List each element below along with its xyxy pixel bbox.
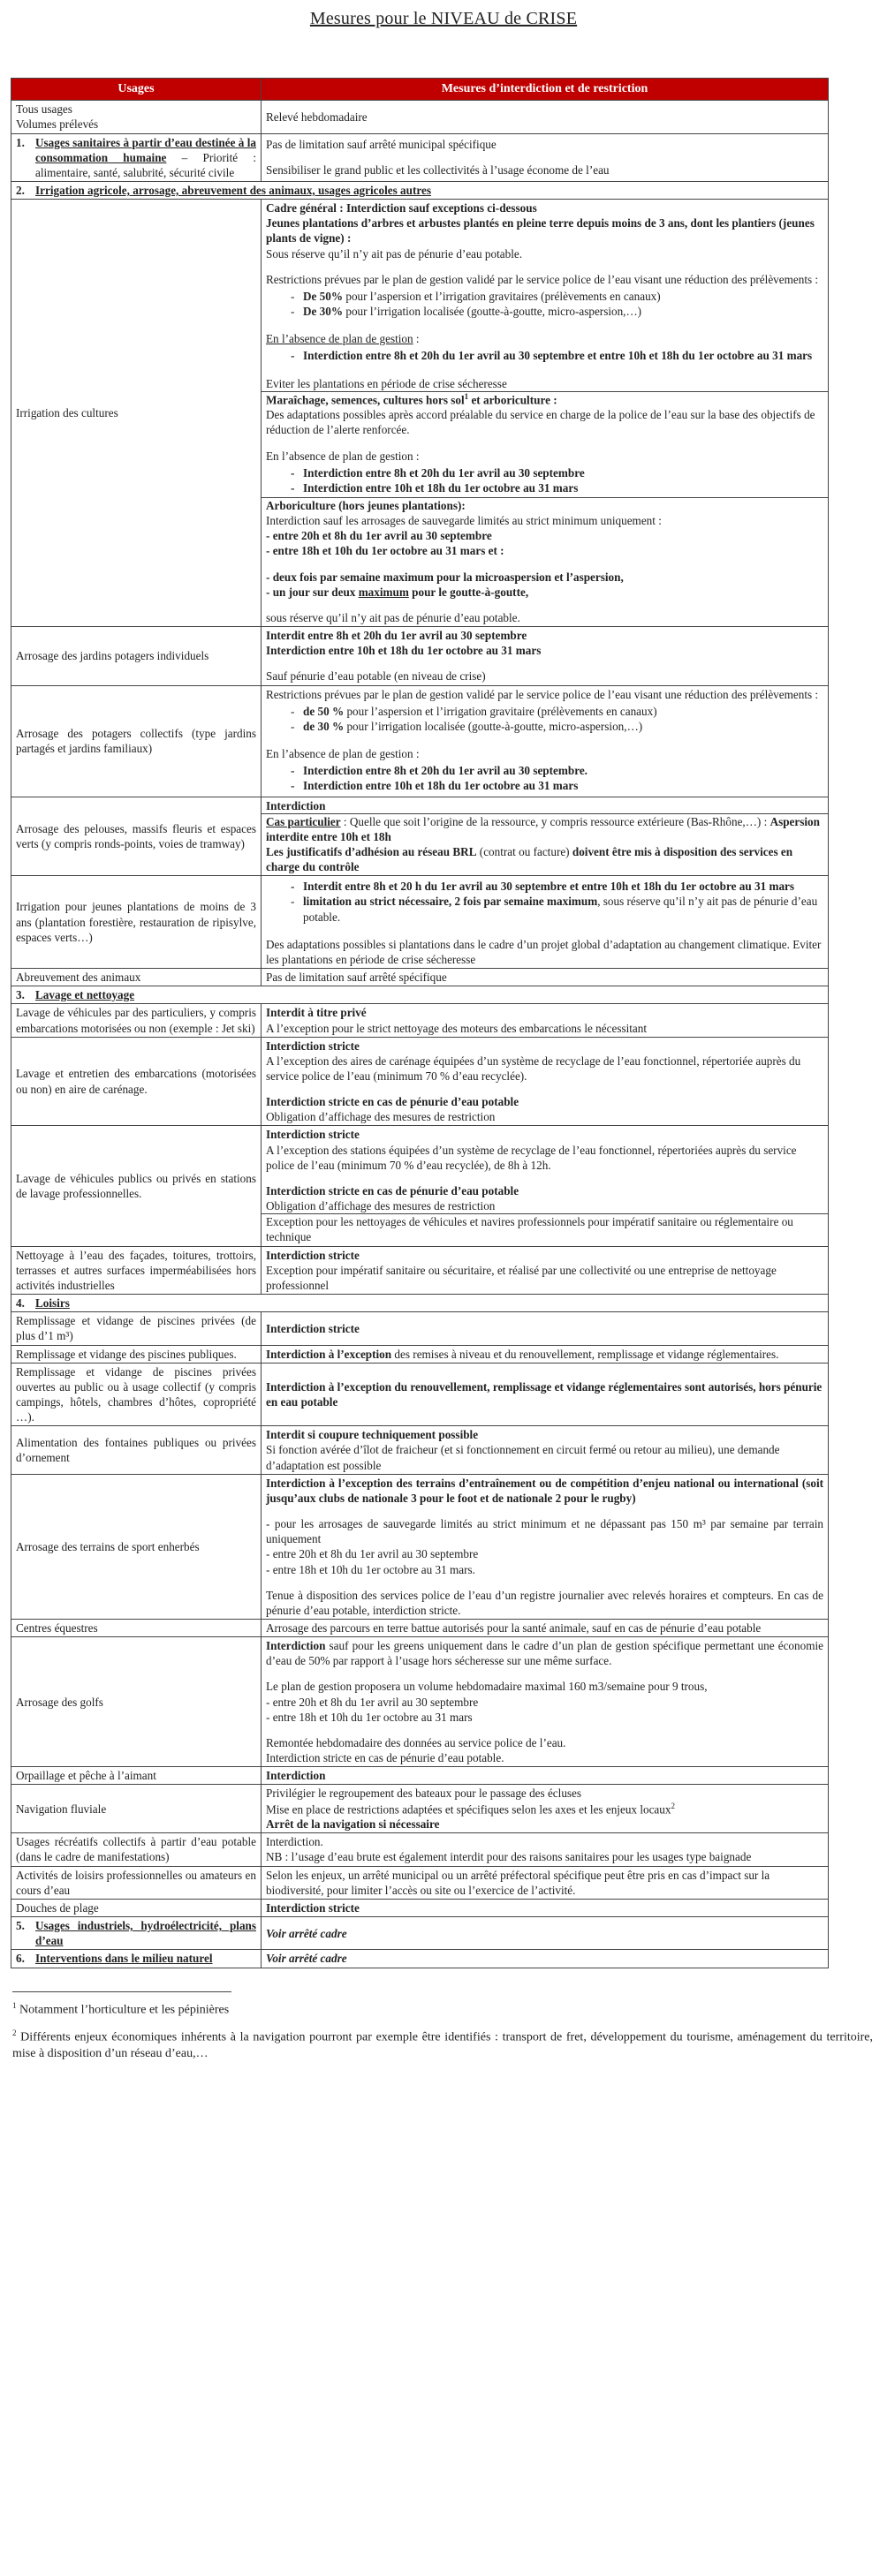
- usage-text: Alimentation des fontaines publiques ou privées d’ornement: [16, 1435, 256, 1465]
- mesure-text: , sous réserve qu’il n’y ait pas de pénurie d’eau potable.: [303, 895, 818, 924]
- mesure-text: de 50 %: [303, 704, 345, 718]
- mesure-text: limitation au strict nécessaire, 2 fois par semaine maximum: [303, 895, 598, 909]
- list-item: [291, 304, 823, 319]
- mesure-text: Interdiction à l’exception: [266, 1347, 392, 1361]
- mesure-text: Obligation d’affichage des mesures de restriction: [266, 1110, 496, 1124]
- mesure-text: Interdit si coupure techniquement possible: [266, 1428, 479, 1442]
- mesure-text: Interdiction stricte: [266, 1248, 360, 1262]
- section-heading: [11, 1295, 829, 1312]
- mesure-text: Mise en place de restrictions adaptées et spécifiques selon les axes et les enjeux locaux: [266, 1802, 671, 1816]
- mesure-cell: [262, 200, 829, 627]
- mesure-cell: [262, 1246, 829, 1294]
- mesure-text: Cadre général : Interdiction sauf exceptions ci-dessous: [266, 201, 537, 215]
- mesure-text: Interdiction: [266, 1639, 326, 1653]
- table-row: [11, 1345, 829, 1363]
- list-item: [291, 289, 823, 304]
- mesure-cell: [262, 1767, 829, 1785]
- usage-text: Activités de loisirs professionnelles ou amateurs en cours d’eau: [16, 1868, 256, 1897]
- mesure-text: sous réserve qu’il n’y ait pas de pénurie d’eau potable.: [266, 610, 520, 624]
- mesure-text: Si fonction avérée d’îlot de fraicheur (et si fonctionnement en circuit fermé ou retour au milieu), une demande d’adaptation est possible: [266, 1443, 780, 1472]
- usage-text: Volumes prélevés: [16, 117, 99, 132]
- header-mesures: Mesures d’interdiction et de restriction: [262, 79, 829, 101]
- mesure-text: Arrêt de la navigation si nécessaire: [266, 1817, 440, 1832]
- mesure-cell: [262, 1950, 829, 1968]
- mesure-text: Des adaptations possibles si plantations dans le cadre d’un projet global d’adaptation au changement climatique. Eviter les plantations en période de crise sécheresse: [266, 937, 822, 966]
- mesure-text: doivent être mis à disposition des services en charge du contrôle: [266, 844, 793, 874]
- table-header-row: [11, 79, 829, 101]
- list-item: [291, 704, 823, 719]
- mesure-text: Interdiction à l’exception du renouvellement, remplissage et vidange réglementaires sont autorisés, hors pénurie en eau potable: [266, 1379, 823, 1409]
- table-row: [11, 1037, 829, 1126]
- table-row: [11, 1004, 829, 1037]
- mesure-text: Cas particulier: [266, 814, 341, 828]
- mesure-text: Des adaptations possibles après accord préalable du service en charge de la police de l’eau sur la base des objectifs de réduction de l’alerte renforcée.: [266, 408, 815, 437]
- mesure-text: : Quelle que soit l’origine de la ressource, y compris ressource extérieure (Bas-Rhône,…) :: [340, 814, 770, 828]
- mesure-text: Interdit entre 8h et 20h du 1er avril au 30 septembre: [266, 629, 527, 643]
- usage-cell: [11, 627, 262, 685]
- mesure-cell: [262, 1426, 829, 1474]
- usage-text: Abreuvement des animaux: [16, 971, 141, 985]
- usage-cell: [11, 200, 262, 627]
- list-item: - Interdiction entre 10h et 18h du 1er octobre au 31 mars: [291, 778, 823, 793]
- mesure-text: Interdiction stricte en cas de pénurie d’eau potable: [266, 1095, 519, 1109]
- usage-cell: [11, 876, 262, 969]
- mesure-cell: [262, 1363, 829, 1426]
- mesure-text: sauf pour les greens uniquement dans le cadre d’un plan de gestion spécifique permettant une économie d’eau de 50% par rapport à l’usage hors sécheresse sur une même surface.: [266, 1639, 823, 1668]
- usage-text: Arrosage des pelouses, massifs fleuris et espaces verts (y compris ronds-points, voies de tramway): [16, 821, 256, 850]
- section-number: 6.: [16, 1952, 25, 1966]
- table-row: [11, 1620, 829, 1637]
- usage-cell: [11, 797, 262, 876]
- table-row: [11, 1637, 829, 1767]
- table-row: [11, 1363, 829, 1426]
- mesure-text: - deux fois par semaine maximum pour la microaspersion et l’aspersion,: [266, 570, 624, 584]
- mesure-cell: [262, 1126, 829, 1246]
- section-row: [11, 1295, 829, 1312]
- footnote-number: 2: [12, 2028, 17, 2038]
- sub-block: [262, 391, 828, 495]
- footnote: [12, 2028, 873, 2062]
- mesure-cell: [262, 1866, 829, 1899]
- usage-text: Nettoyage à l’eau des façades, toitures, trottoirs, terrasses et autres surfaces imperméabilisées hors activités industrielles: [16, 1248, 256, 1292]
- mesure-text: A l’exception des stations équipées d’un système de recyclage de l’eau fonctionnel, répertoriées auprès du service police de l’eau (minimum 70 % d’eau recyclée), de 8h à 12h.: [266, 1143, 797, 1172]
- mesure-cell: [262, 133, 829, 181]
- mesure-text: Relevé hebdomadaire: [266, 110, 368, 124]
- mesure-text: de 30 %: [303, 719, 345, 733]
- list-item: - Interdiction entre 10h et 18h du 1er octobre au 31 mars: [291, 480, 823, 495]
- usage-cell: [11, 1917, 262, 1950]
- mesure-text: - entre 18h et 10h du 1er octobre au 31 mars.: [266, 1562, 475, 1576]
- mesure-text: pour l’aspersion et l’irrigation gravitaires (prélèvements en canaux): [343, 289, 661, 303]
- usage-text: Arrosage des terrains de sport enherbés: [16, 1539, 200, 1553]
- usage-text: Lavage de véhicules par des particuliers, y compris embarcations motorisées ou non (exemple : Jet ski): [16, 1006, 256, 1035]
- sub-block: [262, 813, 828, 875]
- mesure-text: Restrictions prévues par le plan de gestion validé par le service police de l’eau visant une réduction des prélèvements :: [266, 687, 819, 701]
- table-row: [11, 1426, 829, 1474]
- usage-cell: [11, 1620, 262, 1637]
- mesure-text: En l’absence de plan de gestion :: [266, 449, 420, 463]
- mesure-text: - entre 20h et 8h du 1er avril au 30 septembre: [266, 1695, 479, 1709]
- usage-cell: [11, 1474, 262, 1619]
- mesure-text: pour l’irrigation localisée (goutte-à-goutte, micro-aspersion,…): [343, 305, 642, 319]
- mesure-text: Interdiction entre 10h et 18h du 1er octobre au 31 mars: [266, 644, 542, 658]
- mesure-text: Interdit à titre privé: [266, 1006, 367, 1020]
- mesure-text: Arrosage des parcours en terre battue autorisés pour la santé animale, sauf en cas de pénurie d’eau potable: [266, 1621, 762, 1635]
- usage-cell: [11, 1637, 262, 1767]
- mesure-text: Arboriculture (hors jeunes plantations):: [266, 499, 466, 513]
- section-number: 4.: [16, 1296, 25, 1311]
- mesure-text: - entre 20h et 8h du 1er avril au 30 septembre: [266, 1547, 479, 1561]
- mesure-text: - un jour sur deux: [266, 585, 359, 599]
- mesure-text: Interdiction stricte: [266, 1321, 360, 1335]
- mesure-text: Interdiction stricte: [266, 1900, 360, 1915]
- usage-text: Arrosage des potagers collectifs (type jardins partagés et jardins familiaux): [16, 726, 256, 756]
- mesure-text: De 50%: [303, 289, 344, 303]
- mesure-text: Interdiction à l’exception des terrains d’entraînement ou de compétition d’enjeu national ou international (soit jusqu’aux clubs de nationale 3 pour le foot et de nationale 2 pour le rugby): [266, 1476, 823, 1505]
- mesure-cell: [262, 1917, 829, 1950]
- table-row: [11, 133, 829, 181]
- sub-block: [262, 497, 828, 625]
- usage-cell: [11, 133, 262, 181]
- table-row: [11, 1950, 829, 1968]
- section-row: [11, 986, 829, 1004]
- usage-text: Centres équestres: [16, 1621, 98, 1635]
- section-title: Interventions dans le milieu naturel: [35, 1952, 213, 1966]
- section-number: 1.: [16, 135, 25, 149]
- usage-cell: [11, 969, 262, 986]
- section-number: 2.: [16, 183, 25, 197]
- usage-text: Remplissage et vidange de piscines privées (de plus d’1 m³): [16, 1314, 256, 1343]
- section-number: 3.: [16, 988, 25, 1002]
- usage-cell: [11, 1785, 262, 1833]
- table-row: [11, 1899, 829, 1916]
- mesure-text: Tenue à disposition des services police de l’eau d’un registre journalier avec relevés horaires et compteurs. En cas de pénurie d’eau potable, interdiction stricte.: [266, 1588, 823, 1617]
- usage-cell: [11, 101, 262, 133]
- mesure-text: (contrat ou facture): [476, 844, 572, 858]
- table-row: [11, 1126, 829, 1246]
- mesure-cell: [262, 101, 829, 133]
- mesure-list: [291, 289, 823, 319]
- mesure-text: A l’exception pour le strict nettoyage des moteurs des embarcations le nécessitant: [266, 1021, 648, 1035]
- list-item: [291, 719, 823, 734]
- usage-text: Remplissage et vidange des piscines publiques.: [16, 1347, 237, 1361]
- usage-text: Irrigation pour jeunes plantations de moins de 3 ans (plantation forestière, restauration de ripisylve, espaces verts…): [16, 900, 256, 944]
- usage-title: Usages sanitaires à partir d’eau destinée à la consommation humaine: [35, 135, 256, 164]
- usage-text: Priorité : alimentaire, santé, salubrité, sécurité civile: [35, 150, 257, 179]
- mesure-text: De 30%: [303, 305, 344, 319]
- table-row: [11, 1917, 829, 1950]
- mesure-text: Exception pour les nettoyages de véhicules et navires professionnels pour impératif sanitaire ou réglementaire ou technique: [266, 1215, 793, 1244]
- mesure-text: maximum: [358, 585, 409, 599]
- mesure-text: Eviter les plantations en période de crise sécheresse: [266, 376, 507, 390]
- usage-cell: [11, 1126, 262, 1246]
- usage-cell: [11, 1312, 262, 1345]
- usage-text: Remplissage et vidange de piscines privées ouvertes au public ou à usage collectif (y compris campings, hôtels, chambres d’hôtes, copropriété …).: [16, 1364, 256, 1424]
- mesure-text: Interdiction: [266, 1769, 326, 1783]
- list-item: - Interdiction entre 8h et 20h du 1er avril au 30 septembre: [291, 465, 823, 480]
- usage-cell: [11, 1363, 262, 1426]
- mesure-list: [291, 465, 823, 495]
- mesure-text: Aspersion interdite entre 10h et 18h: [266, 814, 820, 843]
- mesure-list: [291, 348, 823, 363]
- mesure-cell: [262, 1899, 829, 1916]
- table-row: [11, 1474, 829, 1619]
- mesure-text: - entre 18h et 10h du 1er octobre au 31 mars et :: [266, 544, 504, 558]
- section-number: 5.: [16, 1919, 25, 1933]
- list-item: - Interdiction entre 8h et 20h du 1er avril au 30 septembre.: [291, 763, 823, 778]
- usage-cell: [11, 1426, 262, 1474]
- footnote-text: Notamment l’horticulture et les pépinières: [16, 2003, 230, 2017]
- usage-text: Arrosage des golfs: [16, 1695, 103, 1709]
- usage-text: Navigation fluviale: [16, 1802, 107, 1816]
- mesure-text: Pas de limitation sauf arrêté spécifique: [266, 971, 447, 985]
- table-row: [11, 797, 829, 876]
- footnote-separator: [12, 1991, 231, 1992]
- section-row: [11, 181, 829, 199]
- mesure-text: et arboriculture :: [468, 393, 557, 407]
- usage-text: Douches de plage: [16, 1900, 99, 1915]
- mesure-cell: [262, 1637, 829, 1767]
- mesure-text: Obligation d’affichage des mesures de restriction: [266, 1199, 496, 1213]
- table-row: [11, 1833, 829, 1866]
- usage-text: Usages récréatifs collectifs à partir d’eau potable (dans le cadre de manifestations): [16, 1835, 256, 1864]
- mesure-list: [291, 704, 823, 734]
- mesure-text: Jeunes plantations d’arbres et arbustes plantés en pleine terre depuis moins de 3 ans, dont les plantiers (jeunes plants de vigne) :: [266, 216, 815, 246]
- mesure-text: pour l’aspersion et l’irrigation gravitaire (prélèvements en canaux): [344, 704, 657, 718]
- mesure-text: - entre 18h et 10h du 1er octobre au 31 mars: [266, 1710, 473, 1724]
- mesure-text: Interdiction: [266, 798, 326, 812]
- mesure-cell: [262, 876, 829, 969]
- mesure-cell: [262, 627, 829, 685]
- mesure-text: En l’absence de plan de gestion: [266, 332, 413, 346]
- mesure-text: Restrictions prévues par le plan de gestion validé par le service police de l’eau visant une réduction des prélèvements :: [266, 272, 819, 286]
- mesure-cell: [262, 969, 829, 986]
- mesure-cell: [262, 1037, 829, 1126]
- usage-cell: [11, 1866, 262, 1899]
- mesure-text: - entre 20h et 8h du 1er avril au 30 septembre: [266, 529, 492, 543]
- footnote-ref: 1: [464, 391, 469, 401]
- table-row: [11, 1785, 829, 1833]
- table-row: [11, 1767, 829, 1785]
- mesure-cell: [262, 1620, 829, 1637]
- usage-cell: [11, 1004, 262, 1037]
- usage-cell: [11, 1899, 262, 1916]
- mesure-text: Remontée hebdomadaire des données au service police de l’eau.: [266, 1735, 566, 1749]
- footnote: [12, 2001, 873, 2019]
- usage-cell: [11, 1950, 262, 1968]
- table-row: [11, 969, 829, 986]
- footnote-number: 1: [12, 2000, 17, 2010]
- footnote-text: Différents enjeux économiques inhérents à la navigation pourront par exemple être identifiés : transport de fret, développement du tourisme, aménagement du territoire, mise à disposition d’un réseau d’eau,…: [12, 2031, 873, 2061]
- header-usages: Usages: [11, 79, 262, 101]
- mesure-text: Selon les enjeux, un arrêté municipal ou un arrêté préfectoral spécifique peut être pris en cas d’impact sur la biodiversité, pour limiter l’accès ou site ou l’exercice de l’activité.: [266, 1868, 770, 1897]
- usage-text: Orpaillage et pêche à l’aimant: [16, 1769, 156, 1783]
- mesure-text: NB : l’usage d’eau brute est également interdit pour des raisons sanitaires pour les usages type baignade: [266, 1850, 752, 1864]
- usage-cell: [11, 1833, 262, 1866]
- table-row: [11, 876, 829, 969]
- table-row: [11, 627, 829, 685]
- mesure-text: Sous réserve qu’il n’y ait pas de pénurie d’eau potable.: [266, 246, 523, 261]
- mesure-text: Interdiction stricte en cas de pénurie d’eau potable: [266, 1183, 519, 1197]
- mesure-cell: [262, 1785, 829, 1833]
- mesure-text: A l’exception des aires de carénage équipées d’un système de recyclage de l’eau fonctionnel, répertoriée auprès du service police de l’eau (minimum 70 % d’eau recyclée).: [266, 1054, 801, 1084]
- usage-text: Irrigation des cultures: [16, 406, 118, 420]
- usage-text: –: [166, 150, 203, 164]
- mesure-text: Privilégier le regroupement des bateaux pour le passage des écluses: [266, 1787, 582, 1801]
- mesure-text: Le plan de gestion proposera un volume hebdomadaire maximal 160 m3/semaine pour 9 trous,: [266, 1680, 708, 1694]
- table-row: [11, 1312, 829, 1345]
- mesure-text: En l’absence de plan de gestion :: [266, 747, 420, 761]
- list-item: - Interdiction entre 8h et 20h du 1er avril au 30 septembre et entre 10h et 18h du 1er octobre au 31 mars: [291, 348, 823, 363]
- mesure-cell: [262, 685, 829, 797]
- mesure-text: Sauf pénurie d’eau potable (en niveau de crise): [266, 669, 486, 684]
- sub-block: [262, 1213, 828, 1244]
- mesure-text: pour l’irrigation localisée (goutte-à-goutte, micro-aspersion,…): [344, 719, 643, 733]
- table-row: [11, 200, 829, 627]
- mesure-text: pour le goutte-à-goutte,: [408, 585, 529, 599]
- mesure-cell: [262, 1312, 829, 1345]
- mesure-text: Exception pour impératif sanitaire ou sécuritaire, et réalisé par une collectivité ou une entreprise de nettoyage professionnel: [266, 1263, 777, 1292]
- mesure-text: Interdiction stricte en cas de pénurie d’eau potable.: [266, 1751, 504, 1765]
- mesure-text: Pas de limitation sauf arrêté municipal spécifique: [266, 138, 497, 152]
- table-row: [11, 101, 829, 133]
- mesure-cell: [262, 1474, 829, 1619]
- mesure-cell: [262, 1833, 829, 1866]
- list-item: [291, 894, 823, 924]
- usage-text: Arrosage des jardins potagers individuels: [16, 649, 209, 663]
- page-title: Mesures pour le NIVEAU de CRISE: [309, 9, 578, 28]
- usage-cell: [11, 1345, 262, 1363]
- section-heading: [11, 181, 829, 199]
- mesure-text: des remises à niveau et du renouvellement, remplissage et vidange réglementaires.: [391, 1347, 779, 1361]
- table-row: [11, 1246, 829, 1294]
- mesure-text: Interdiction.: [266, 1835, 323, 1849]
- mesure-text: Sensibiliser le grand public et les collectivités à l’usage économe de l’eau: [266, 163, 610, 178]
- usage-cell: [11, 1767, 262, 1785]
- mesure-text: :: [413, 332, 420, 346]
- usage-text: Tous usages: [16, 102, 72, 117]
- section-heading: [11, 986, 829, 1004]
- usage-text: Lavage et entretien des embarcations (motorisées ou non) en aire de carénage.: [16, 1067, 256, 1096]
- table-row: [11, 1866, 829, 1899]
- section-title: Irrigation agricole, arrosage, abreuvement des animaux, usages agricoles autres: [35, 183, 431, 197]
- mesure-cell: [262, 1345, 829, 1363]
- mesure-text: Maraîchage, semences, cultures hors sol: [266, 393, 465, 407]
- section-title: Loisirs: [35, 1296, 70, 1311]
- section-title: Usages industriels, hydroélectricité, plans d’eau: [35, 1919, 256, 1948]
- usage-cell: [11, 1246, 262, 1294]
- mesure-text: - pour les arrosages de sauvegarde limités au strict minimum et ne dépassant pas 150 m³ par semaine par terrain uniquement: [266, 1517, 823, 1546]
- mesure-text: Les justificatifs d’adhésion au réseau BRL: [266, 844, 477, 858]
- mesure-list: [291, 879, 823, 924]
- mesure-cell: [262, 797, 829, 876]
- mesure-text: Voir arrêté cadre: [266, 1926, 347, 1940]
- list-item: - Interdit entre 8h et 20 h du 1er avril au 30 septembre et entre 10h et 18h du 1er octobre au 31 mars: [291, 879, 823, 894]
- usage-text: Lavage de véhicules publics ou privés en stations de lavage professionnelles.: [16, 1171, 256, 1201]
- mesure-text: Voir arrêté cadre: [266, 1952, 347, 1966]
- mesure-text: Interdiction stricte: [266, 1128, 360, 1142]
- footnote-ref: 2: [671, 1801, 675, 1810]
- usage-cell: [11, 1037, 262, 1126]
- mesure-text: Interdiction sauf les arrosages de sauvegarde limités au strict minimum uniquement :: [266, 514, 662, 528]
- mesure-cell: [262, 1004, 829, 1037]
- section-title: Lavage et nettoyage: [35, 988, 135, 1002]
- restrictions-table: [11, 78, 829, 1968]
- usage-cell: [11, 685, 262, 797]
- mesure-text: Interdiction stricte: [266, 1039, 360, 1053]
- table-row: [11, 685, 829, 797]
- mesure-list: [291, 763, 823, 793]
